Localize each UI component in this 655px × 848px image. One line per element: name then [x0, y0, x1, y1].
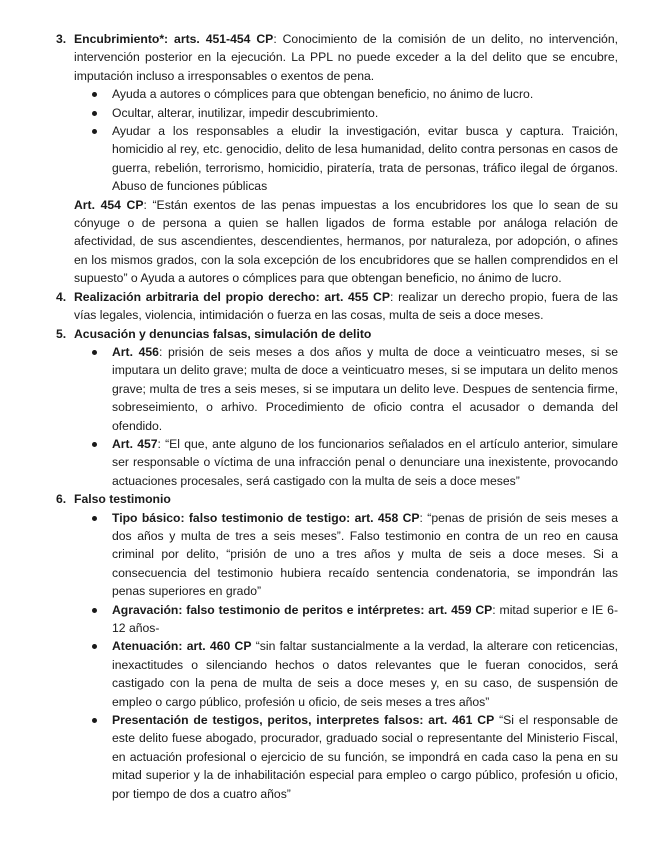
art-454-label: Art. 454 CP	[74, 197, 144, 212]
section-4-title: Realización arbitraria del propio derecho: art. 455 CP	[74, 289, 390, 304]
art-458-bullet: Tipo básico: falso testimonio de testigo: art. 458 CP: “penas de prisión de seis meses a dos años y multa de tres a seis meses”. Falso testimonio en contra de un reo en causa criminal por delito, “prisión de uno a tres años y multa de seis a doce meses. Si a consecuencia del testimonio hubiera recaído sentencia condenatoria, se impondrán las penas superiores en grado”	[74, 509, 618, 601]
section-3-title: Encubrimiento*: arts. 451-454 CP	[74, 32, 274, 46]
section-3-bullet: Ayuda a autores o cómplices para que obtengan beneficio, no ánimo de lucro.	[74, 85, 618, 103]
bullet-icon	[92, 92, 97, 97]
section-3-bullet: Ocultar, alterar, inutilizar, impedir descubrimiento.	[74, 104, 618, 122]
section-3-intro	[74, 30, 618, 85]
bullet-icon	[92, 516, 97, 521]
section-4	[56, 288, 618, 325]
section-6	[56, 490, 618, 508]
bullet-icon	[92, 129, 97, 134]
section-3-text: : Conocimiento de la comisión de un delito, no intervención, intervención posterior en la ejecución. La PPL no puede exceder a la del delito que se encubre, imputación incluso a irresponsables o exentos de pena.	[74, 32, 618, 83]
bullet-icon	[92, 644, 97, 649]
art-459-bullet: Agravación: falso testimonio de peritos e intérpretes: art. 459 CP: mitad superior e IE 6-12 años-	[74, 601, 618, 638]
art-457-bullet: Art. 457: “El que, ante alguno de los funcionarios señalados en el artículo anterior, simulare ser responsable o víctima de una infracción penal o denunciare una inexistente, provocando actuaciones procesales, será castigado con la multa de seis a doce meses”	[74, 435, 618, 490]
section-3	[56, 30, 618, 803]
bullet-icon	[92, 350, 97, 355]
section-5-title: Acusación y denuncias falsas, simulación de delito	[74, 326, 372, 341]
section-5	[56, 325, 618, 343]
section-4-text: : realizar un derecho propio, fuera de las vías legales, violencia, intimidación o fuerza en las cosas, multa de seis a doce meses.	[74, 289, 619, 323]
bullet-icon	[92, 608, 97, 613]
section-6-title: Falso testimonio	[74, 492, 171, 507]
bullet-icon	[92, 111, 97, 116]
bullet-icon	[92, 718, 97, 723]
art-454-paragraph	[74, 196, 618, 288]
section-3-number: 3.	[56, 32, 67, 46]
section-5-number: 5.	[56, 326, 67, 341]
art-461-bullet: Presentación de testigos, peritos, interpretes falsos: art. 461 CP “Si el responsable de este delito fuese abogado, procurador, graduado social o representante del Ministerio Fiscal, en actuación profesional o ejercicio de su función, se impondrá en cada caso la pena en su mitad superior y la de inhabilitación especial para empleo o cargo público, profesión u oficio, por tiempo de dos a cuatro años”	[74, 711, 618, 803]
section-4-number: 4.	[56, 289, 67, 304]
art-456-bullet: Art. 456: prisión de seis meses a dos años y multa de doce a veinticuatro meses, si se imputara un delito grave; multa de doce a veinticuatro meses, si se imputara un delito menos grave; multa de tres a seis meses, si se imputara un delito leve. Despues de sentencia firme, sobreseimiento, o arhivo. Procedimiento de oficio contra el acusador o demanda del ofendido.	[74, 343, 618, 435]
art-460-bullet: Atenuación: art. 460 CP “sin faltar sustancialmente a la verdad, la alterare con reticencias, inexactitudes o silenciando hechos o datos relevantes que le fueran conocidos, será castigado con la pena de multa de seis a doce meses y, en su caso, de suspensión de empleo o cargo público, profesión u oficio, de seis meses a tres años”	[74, 637, 618, 711]
section-3-bullet: Ayudar a los responsables a eludir la investigación, evitar busca y captura. Traición, homicidio al rey, etc. genocidio, delito de lesa humanidad, delito contra personas en casos de guerra, rebelión, terrorismo, homicidio, piratería, trata de personas, tráfico ilegal de órganos. Abuso de funciones públicas	[74, 122, 618, 196]
section-6-number: 6.	[56, 492, 67, 507]
bullet-icon	[92, 442, 97, 447]
art-454-text: : “Están exentos de las penas impuestas a los encubridores los que lo sean de su cónyuge o de persona a quien se hallen ligados de forma estable por análoga relación de afectividad, de sus ascendientes, descendientes, hermanos, por naturaleza, por adopción, o afines en los mismos grados, con la sola excepción de los encubridores que se hallen comprendidos en el supuesto” o Ayuda a autores o cómplices para que obtengan beneficio, no ánimo de lucro.	[74, 197, 618, 286]
